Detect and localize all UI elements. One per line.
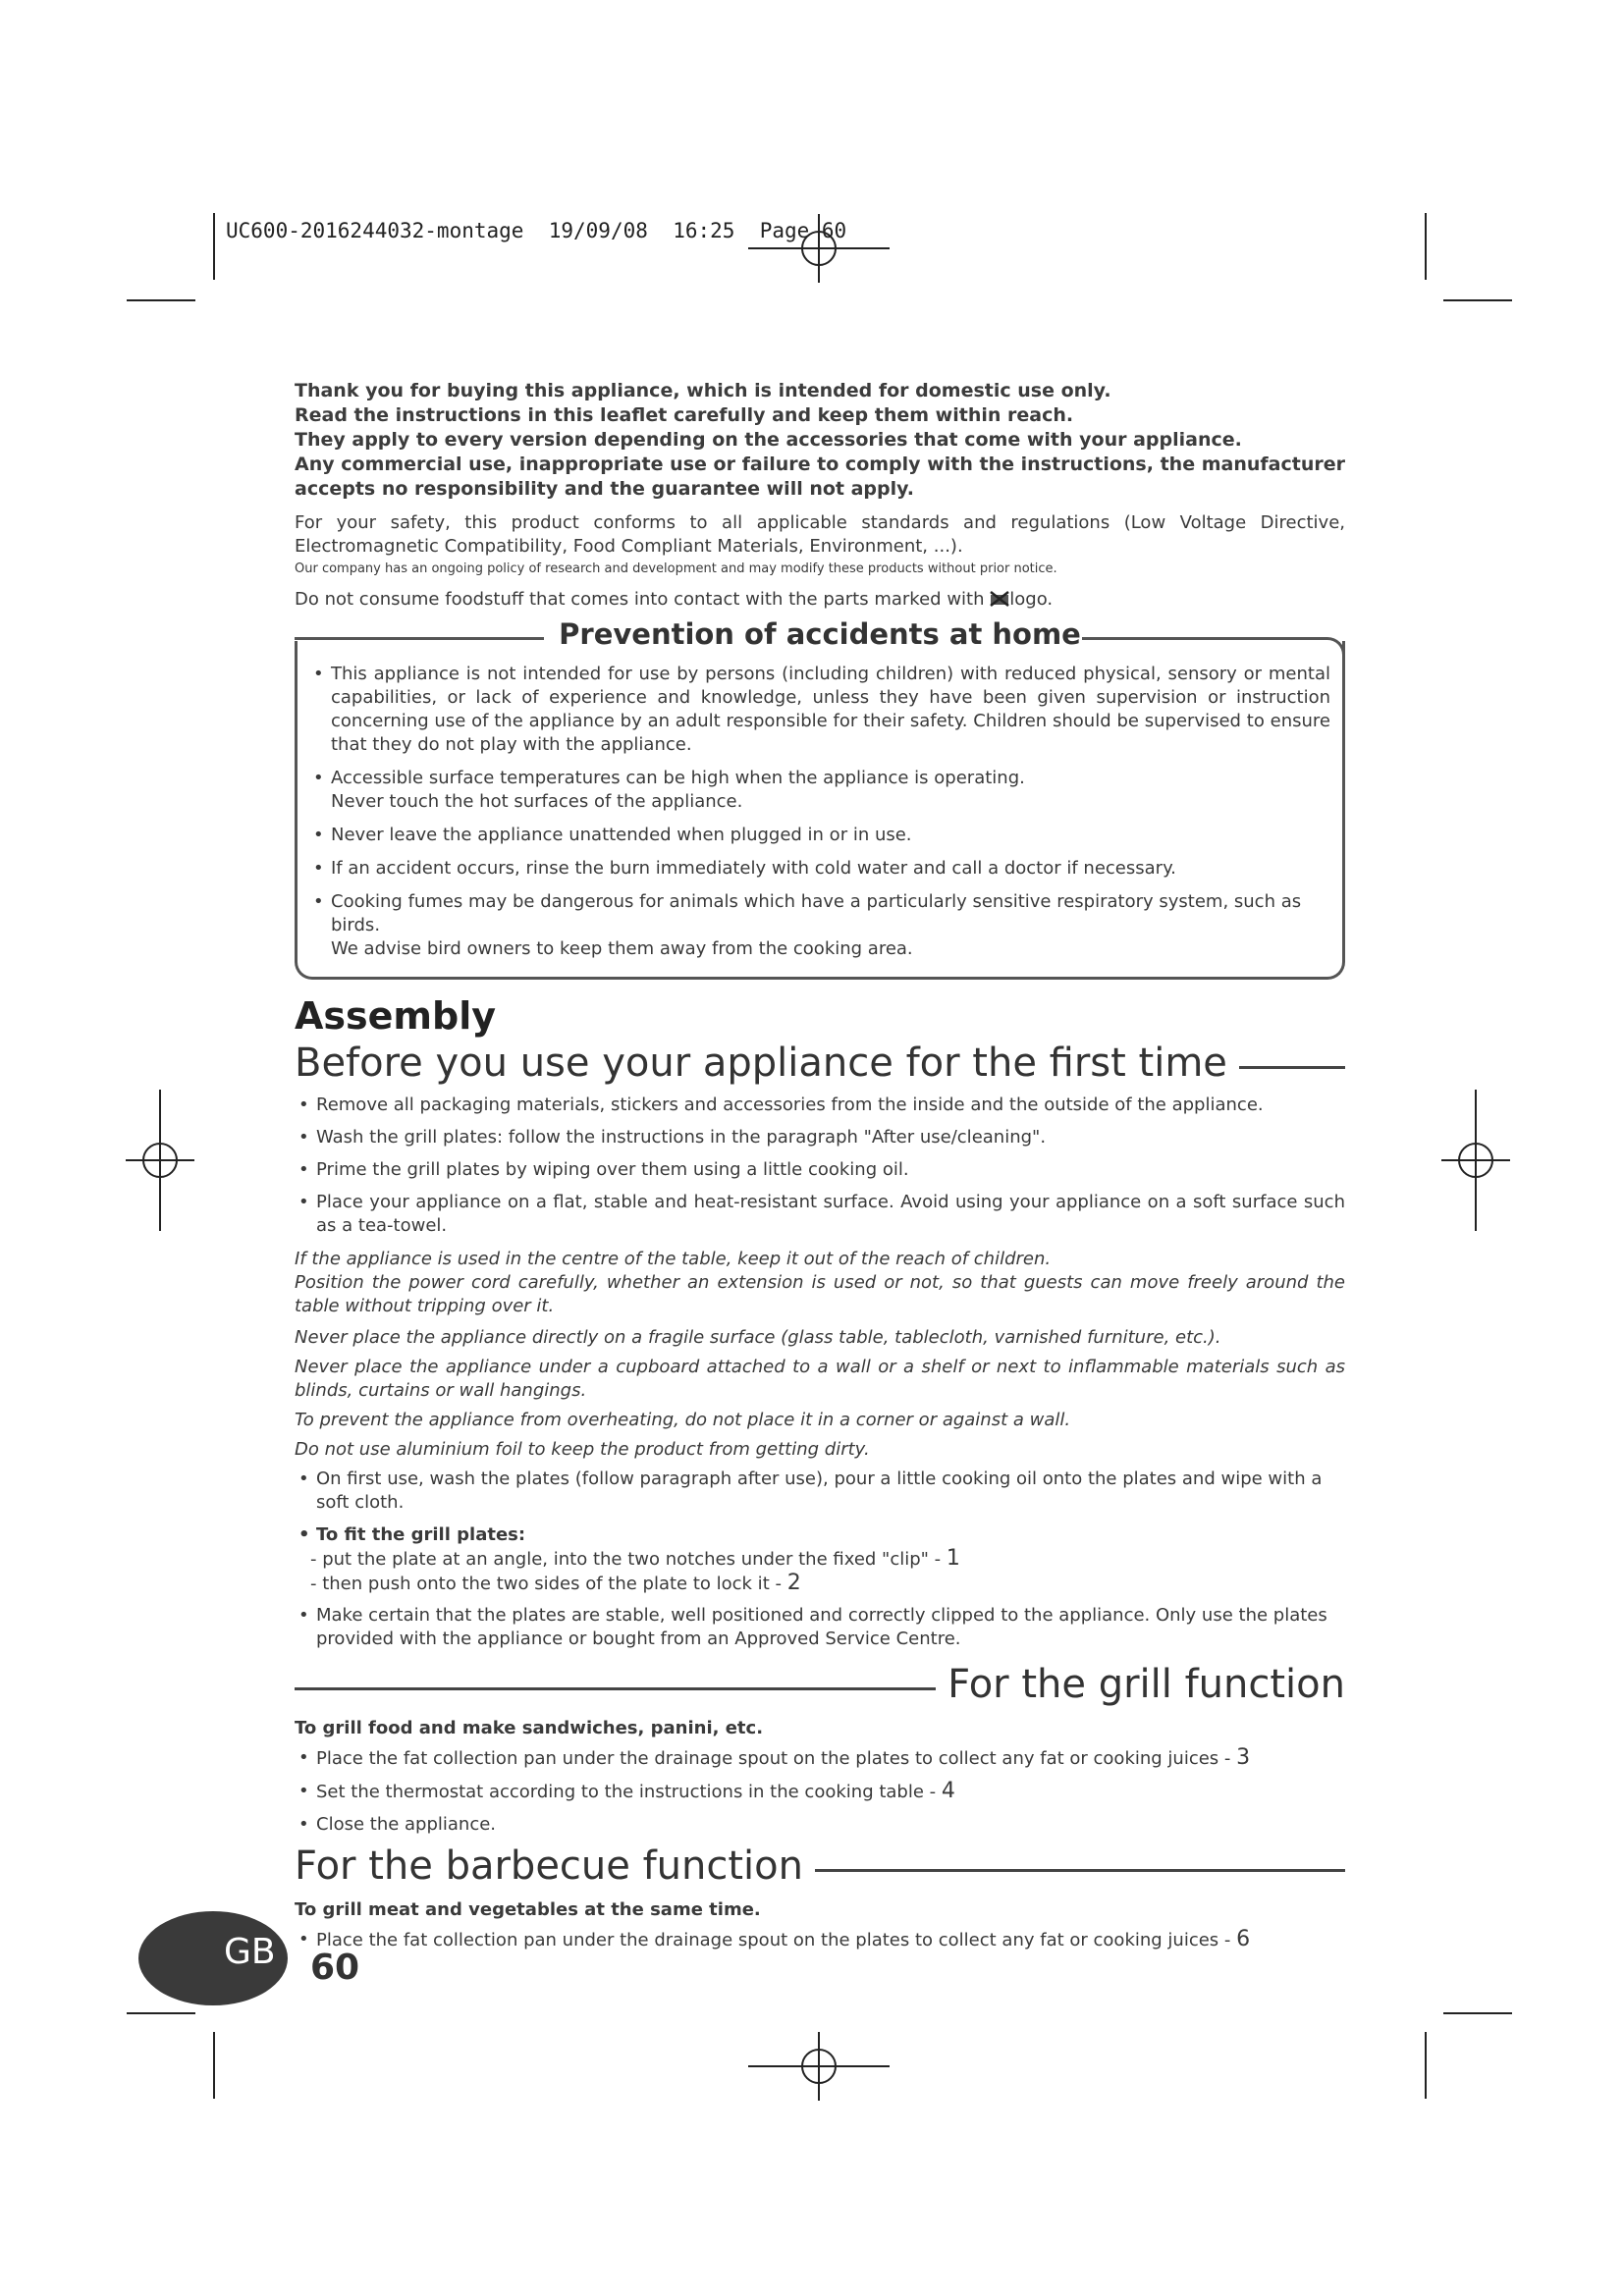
print-date: 19/09/08 bbox=[548, 219, 648, 242]
intro-bold-block bbox=[295, 379, 1345, 502]
first-time-heading-text: Before you use your appliance for the first time bbox=[295, 1041, 1227, 1086]
list-item bbox=[295, 1928, 1345, 1952]
page-content bbox=[295, 379, 1345, 1961]
intro-line: Any commercial use, inappropriate use or failure to comply with the instructions, the manufacturer accepts no responsibility and the guarantee will not apply. bbox=[295, 454, 1345, 500]
prevention-title-row bbox=[295, 617, 1345, 651]
divider bbox=[815, 1869, 1345, 1872]
warning-line: Never place the appliance directly on a fragile surface (glass table, tablecloth, varnished furniture, etc.). bbox=[295, 1327, 1221, 1348]
prevention-item-text: We advise bird owners to keep them away from the cooking area. bbox=[331, 938, 913, 959]
crop-mark bbox=[1425, 213, 1427, 280]
first-time-heading bbox=[295, 1039, 1345, 1088]
fit-step bbox=[295, 1572, 1345, 1596]
intro-line: They apply to every version depending on the accessories that come with your appliance. bbox=[295, 429, 1242, 451]
list-item: • Make certain that the plates are stable, well positioned and correctly clipped to the appliance. Only use the plates provided with the appliance or bought from an Approved Service Centre. bbox=[295, 1604, 1345, 1651]
warning-line: Never place the appliance under a cupboard attached to a wall or a shelf or next to inflammable materials such as blinds, curtains or wall hangings. bbox=[295, 1357, 1345, 1401]
divider bbox=[295, 1687, 936, 1690]
prevention-item: • Never leave the appliance unattended when plugged in or in use. bbox=[309, 824, 1330, 847]
assembly-heading: Assembly bbox=[295, 994, 497, 1038]
list-item: • On first use, wash the plates (follow paragraph after use), pour a little cooking oil onto the plates and wipe with a soft cloth. bbox=[295, 1468, 1345, 1515]
crop-mark bbox=[127, 2012, 195, 2014]
prevention-item bbox=[309, 767, 1330, 814]
print-time: 16:25 bbox=[673, 219, 735, 242]
list-item bbox=[295, 1746, 1345, 1771]
list-item: • Remove all packaging materials, stickers and accessories from the inside and the outside of the appliance. bbox=[295, 1094, 1345, 1117]
warning-line: If the appliance is used in the centre of the table, keep it out of the reach of children. bbox=[295, 1249, 1052, 1269]
prevention-item: • This appliance is not intended for use by persons (including children) with reduced physical, sensory or mental capabilities, or lack of experience and knowledge, unless they have been given supervision or instruction concerning use of the appliance by an adult responsible for their safety. Children should be supervised to ensure that they do not play with the appliance. bbox=[309, 663, 1330, 757]
food-contact-prohibited-icon bbox=[990, 591, 1009, 607]
print-page: Page 60 bbox=[759, 219, 847, 242]
divider bbox=[1239, 1066, 1345, 1069]
logo-note-end: logo. bbox=[1009, 589, 1054, 610]
crop-mark bbox=[213, 213, 215, 280]
prevention-item-text: Accessible surface temperatures can be high when the appliance is operating. bbox=[331, 768, 1025, 788]
list-item: • Prime the grill plates by wiping over them using a little cooking oil. bbox=[295, 1158, 1345, 1182]
barbecue-subheading: To grill meat and vegetables at the same time. bbox=[295, 1899, 761, 1920]
figure-ref: 6 bbox=[1236, 1927, 1251, 1951]
prevention-title: Prevention of accidents at home bbox=[559, 617, 1081, 651]
warning-line: Position the power cord carefully, whether an extension is used or not, so that guests can move freely around the table without tripping over it. bbox=[295, 1272, 1345, 1316]
warning-line: To prevent the appliance from overheating, do not place it in a corner or against a wall. bbox=[295, 1410, 1071, 1430]
list-item bbox=[295, 1780, 1345, 1804]
policy-note: Our company has an ongoing policy of research and development and may modify these products without prior notice. bbox=[295, 561, 1057, 576]
grill-subheading: To grill food and make sandwiches, panini, etc. bbox=[295, 1718, 764, 1738]
list-item-text: Place the fat collection pan under the drainage spout on the plates to collect any fat or cooking juices - bbox=[316, 1748, 1231, 1769]
crop-mark bbox=[1425, 2032, 1427, 2099]
fit-step-text: - then push onto the two sides of the plate to lock it - bbox=[310, 1574, 782, 1594]
prevention-item bbox=[309, 890, 1330, 961]
list-item: • Wash the grill plates: follow the instructions in the paragraph "After use/cleaning". bbox=[295, 1126, 1345, 1149]
fit-step-text: - put the plate at an angle, into the two notches under the fixed "clip" - bbox=[310, 1549, 942, 1570]
barbecue-heading bbox=[295, 1842, 1345, 1891]
prevention-box bbox=[295, 617, 1345, 980]
list-item: • Place your appliance on a flat, stable and heat-resistant surface. Avoid using your appliance on a soft surface such as a tea-towel. bbox=[295, 1191, 1345, 1238]
warning-line: Do not use aluminium foil to keep the product from getting dirty. bbox=[295, 1439, 870, 1460]
fit-step bbox=[295, 1547, 1345, 1572]
logo-note-text: Do not consume foodstuff that comes into contact with the parts marked with bbox=[295, 589, 985, 610]
prevention-item-text: Never touch the hot surfaces of the appliance. bbox=[331, 791, 743, 812]
prevention-item-text: Cooking fumes may be dangerous for animals which have a particularly sensitive respiratory system, such as birds. bbox=[331, 891, 1302, 935]
list-item-text: Set the thermostat according to the instructions in the cooking table - bbox=[316, 1782, 937, 1802]
prevention-item: • If an accident occurs, rinse the burn immediately with cold water and call a doctor if necessary. bbox=[309, 857, 1330, 881]
italic-warnings bbox=[295, 1248, 1345, 1462]
figure-ref: 3 bbox=[1236, 1745, 1251, 1770]
crop-mark bbox=[1443, 2012, 1512, 2014]
grill-heading-text: For the grill function bbox=[947, 1662, 1345, 1707]
crop-mark bbox=[1443, 299, 1512, 301]
crop-mark bbox=[213, 2032, 215, 2099]
figure-ref: 4 bbox=[941, 1779, 955, 1803]
language-code: GB bbox=[224, 1932, 276, 1972]
grill-heading bbox=[295, 1660, 1345, 1709]
barbecue-list bbox=[295, 1928, 1345, 1952]
registration-mark-right bbox=[1441, 1090, 1510, 1231]
page-number: 60 bbox=[310, 1948, 360, 1988]
list-item: • Close the appliance. bbox=[295, 1813, 1345, 1837]
registration-mark-left bbox=[126, 1090, 194, 1231]
print-job-id: UC600-2016244032-montage bbox=[226, 219, 524, 242]
barbecue-heading-text: For the barbecue function bbox=[295, 1843, 803, 1889]
crop-mark bbox=[127, 299, 195, 301]
safety-paragraph: For your safety, this product conforms to all applicable standards and regulations (Low Voltage Directive, Electromagnetic Compatibility, Food Compliant Materials, Environment, ...). bbox=[295, 512, 1345, 557]
list-item-text: Place the fat collection pan under the drainage spout on the plates to collect any fat or cooking juices - bbox=[316, 1930, 1231, 1950]
first-time-list bbox=[295, 1094, 1345, 1238]
logo-note bbox=[295, 588, 1345, 612]
figure-ref: 1 bbox=[946, 1546, 960, 1571]
intro-line: Read the instructions in this leaflet carefully and keep them within reach. bbox=[295, 404, 1074, 426]
grill-list bbox=[295, 1746, 1345, 1837]
registration-mark-bottom bbox=[748, 2032, 890, 2101]
first-use-list bbox=[295, 1468, 1345, 1651]
intro-line: Thank you for buying this appliance, which is intended for domestic use only. bbox=[295, 380, 1111, 401]
fit-plates-title: • To fit the grill plates: bbox=[295, 1523, 1345, 1547]
figure-ref: 2 bbox=[786, 1571, 801, 1595]
print-header bbox=[226, 219, 846, 242]
